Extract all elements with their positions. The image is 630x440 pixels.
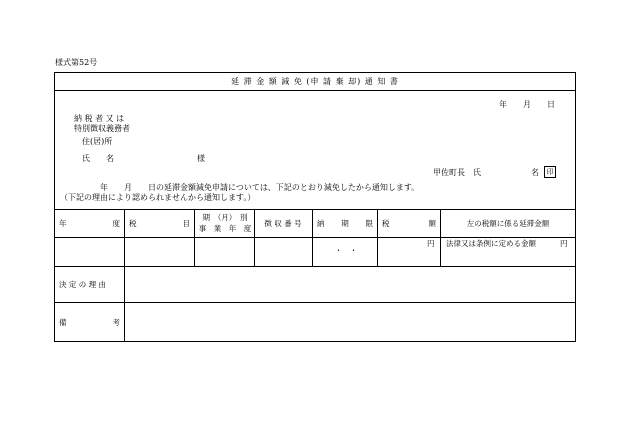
late-fee-unit: 円	[560, 239, 568, 248]
header-tax-amount: 税 額	[382, 219, 436, 228]
reason-label: 決 定 の 理 由	[59, 280, 107, 289]
form-number: 様式第52号	[55, 58, 98, 67]
remarks-label: 備 考	[59, 318, 120, 327]
header-period-line1: 期 （月） 別	[202, 213, 248, 222]
tax-amount-unit: 円	[427, 239, 435, 248]
recipient-label-taxpayer: 納 税 者 又 は	[74, 114, 125, 123]
late-fee-text: 法律又は条例に定める金額	[446, 239, 536, 248]
recipient-label-collector: 特別徴収義務者	[74, 124, 130, 133]
col-divider	[440, 209, 441, 266]
col-divider	[254, 209, 255, 266]
header-collection-no: 徴 収 番 号	[264, 219, 302, 228]
header-year: 年 度	[59, 219, 120, 228]
header-late-fee: 左の税額に係る延滞金額	[466, 219, 550, 228]
table-top-border	[55, 209, 575, 210]
header-tax-item: 税 目	[129, 219, 190, 228]
header-bottom-border	[55, 237, 575, 238]
col-divider	[377, 209, 378, 266]
issuer-label: 甲佐町長 氏	[433, 168, 481, 177]
data-row-bottom-border	[55, 266, 575, 267]
form-title: 延 滞 金 額 減 免 (申 請 棄 却) 通 知 書	[55, 73, 575, 91]
col-divider	[124, 209, 125, 266]
body-line-2: （下記の理由により認められませんから通知します。）	[60, 193, 256, 202]
honorific: 様	[197, 154, 205, 163]
due-date-dots: ・ ・	[334, 246, 358, 255]
col-divider	[194, 209, 195, 266]
issue-date: 年 月 日	[499, 100, 555, 109]
reason-row-bottom-border	[55, 302, 575, 303]
header-period-line2: 事 業 年 度	[198, 224, 252, 233]
issuer-name-suffix: 名	[531, 168, 539, 177]
notice-form	[54, 72, 576, 342]
header-due-date: 納 期 限	[317, 219, 373, 228]
name-label: 氏 名	[82, 154, 114, 163]
seal-box: 印	[544, 166, 556, 178]
body-line-1: 年 月 日の延滞金額減免申請については、下記のとおり減免したから通知します。	[100, 183, 420, 192]
col-divider	[312, 209, 313, 266]
label-col-divider	[124, 266, 125, 342]
address-label: 住(居)所	[82, 137, 113, 146]
